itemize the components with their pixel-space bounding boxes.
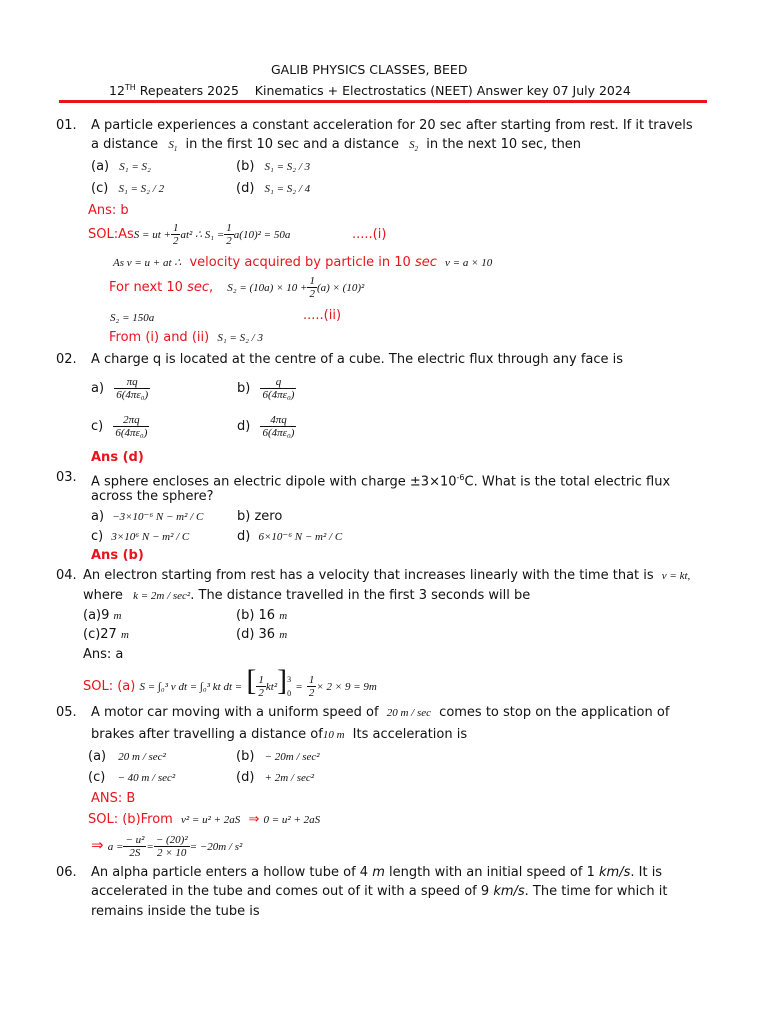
option-a: a) −3×10⁻⁶ N − m² / C [91, 509, 204, 524]
question-text: A motor car moving with a uniform speed of 20 m / sec comes to stop on the application of [91, 705, 670, 720]
option-c: (c)27 m [83, 627, 129, 642]
answer-label: ANS: B [91, 791, 136, 806]
option-d: d) 6×10⁻⁶ N − m² / C [237, 529, 343, 544]
option-d: (d) S₁ = S₂ / 4 [236, 181, 311, 196]
equation-ref-i: .....(i) [352, 227, 387, 242]
solution-line: SOL:AsS = ut + $\frac{1}{2}$ at² ∴ S₁ = $\frac{1}{2}$ a(10)² = 50a [88, 222, 291, 247]
option-d: (d) 36 m [236, 627, 288, 642]
solution-line: SOL: (a) S = ∫₀³ v dt = ∫₀³ kt dt = [ $\frac{1}{2}$ kt²] 3 0 = $\frac{1}{2}$ × 2 × 9 = 9m [83, 664, 377, 699]
option-d: d) $\frac{4\pi q}{\text{6(4πε₀)}}$ [237, 414, 295, 439]
solution-line: For next 10 sec, S₂ = (10a) × 10 + $\frac{1}{2}$ (a) × (10)² [109, 275, 365, 300]
solution-line: From (i) and (ii) S₁ = S₂ / 3 [109, 330, 263, 345]
question-text: where k = 2m / sec². The distance travelled in the first 3 seconds will be [83, 588, 531, 603]
question-text: An electron starting from rest has a velocity that increases linearly with the time that is v = kt, [83, 568, 691, 583]
question-text: brakes after travelling a distance of10 m Its acceleration is [91, 727, 468, 742]
question-text: across the sphere? [91, 489, 214, 504]
question-text: A particle experiences a constant acceleration for 20 sec after starting from rest. If it travels [91, 118, 693, 133]
header-rule [59, 100, 707, 103]
option-d: (d) + 2m / sec² [236, 770, 315, 785]
option-b: b) $\frac{q}{\text{6(4πε₀)}}$ [237, 376, 295, 401]
option-c: (c) S₁ = S₂ / 2 [91, 181, 165, 196]
answer-label: Ans (d) [91, 450, 144, 465]
option-b: (b) S₁ = S₂ / 3 [236, 159, 311, 174]
solution-line: ⇒ a = $\frac{\text{− u²}}{2S}$ = $\frac{\text{− (20)²}}{2 \times 10}$ = −20m / s² [91, 834, 243, 859]
option-a: (a) S₁ = S₂ [91, 159, 151, 174]
question-number: 03. [56, 470, 77, 485]
option-a: a) $\frac{\pi q}{\text{6(4πε₀)}}$ [91, 376, 149, 401]
question-text: An alpha particle enters a hollow tube of 4 m length with an initial speed of 1 km/s. It is [91, 865, 663, 880]
solution-line: As v = u + at ∴ velocity acquired by particle in 10 sec v = a × 10 [113, 255, 493, 270]
option-a: (a) 20 m / sec² [88, 749, 166, 764]
option-a: (a)9 m [83, 608, 122, 623]
question-text: A charge q is located at the centre of a cube. The electric flux through any face is [91, 352, 624, 367]
solution-line: SOL: (b)From v² = u² + 2aS ⇒ 0 = u² + 2aS [88, 812, 321, 827]
question-number: 04. [56, 568, 77, 583]
question-text: remains inside the tube is [91, 904, 260, 919]
option-c: (c) − 40 m / sec² [88, 770, 176, 785]
question-number: 06. [56, 865, 77, 880]
answer-label: Ans: a [83, 647, 124, 662]
question-text: accelerated in the tube and comes out of it with a speed of 9 km/s. The time for which it [91, 884, 668, 899]
question-text: a distance $S_1$ in the first 10 sec and a distance $S_2$ in the next 10 sec, then [91, 137, 582, 154]
question-number: 02. [56, 352, 77, 367]
exam-subtitle: 12TH Repeaters 2025 Kinematics + Electrostatics (NEET) Answer key 07 July 2024 [109, 83, 631, 99]
solution-line: S₂ = 150a [110, 312, 155, 324]
option-b: (b) 16 m [236, 608, 288, 623]
question-text: A sphere encloses an electric dipole with charge $\pm 3\times 10^{-6}C$. What is the total electric flux [91, 473, 671, 490]
question-number: 05. [56, 705, 77, 720]
equation-ref-ii: .....(ii) [303, 308, 342, 323]
institute-title: GALIB PHYSICS CLASSES, BEED [271, 62, 468, 77]
option-b: (b) − 20m / sec² [236, 749, 320, 764]
question-number: 01. [56, 118, 77, 133]
option-c: c) $\frac{2\pi q}{\text{6(4πε₀)}}$ [91, 414, 148, 439]
answer-label: Ans: b [88, 203, 129, 218]
option-c: c) 3×10⁶ N − m² / C [91, 529, 190, 544]
option-b: b) zero [237, 509, 283, 524]
answer-label: Ans (b) [91, 548, 144, 563]
